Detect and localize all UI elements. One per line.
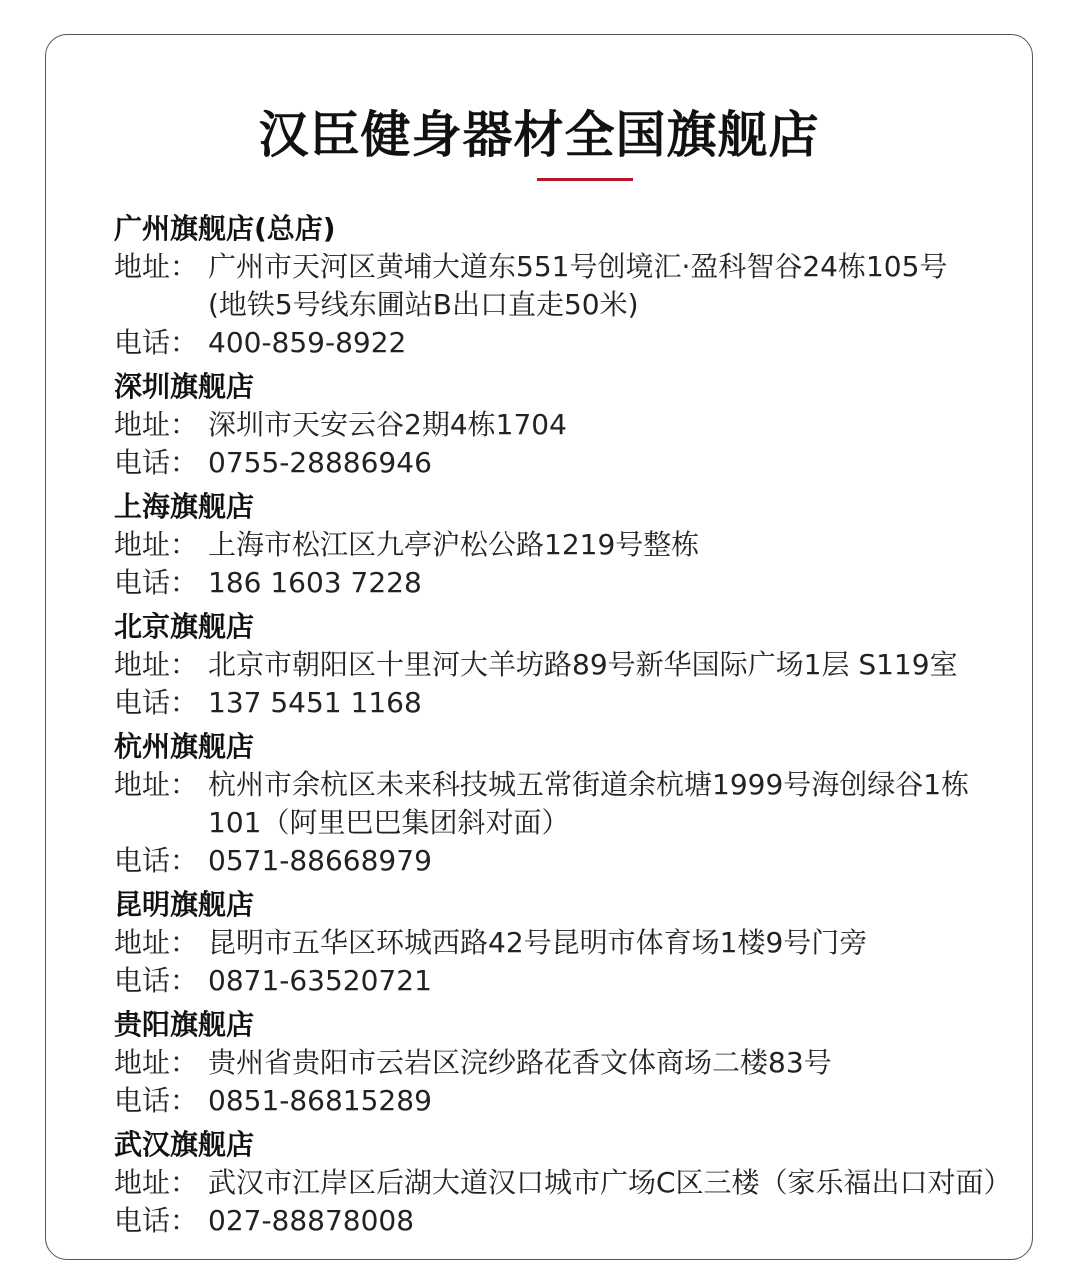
address-label: 地址： <box>114 408 199 441</box>
address-row <box>114 1044 1074 1082</box>
phone-value: 400-859-8922 <box>208 326 407 359</box>
store-entry-kunming <box>114 886 1074 1000</box>
store-name: 昆明旗舰店 <box>114 888 255 921</box>
phone-label: 电话： <box>114 844 199 877</box>
store-list <box>114 210 1074 1240</box>
phone-row <box>114 564 1074 602</box>
phone-label: 电话： <box>114 686 199 719</box>
phone-row <box>114 684 1074 722</box>
address-value: 贵州省贵阳市云岩区浣纱路花香文体商场二楼83号 <box>208 1046 832 1079</box>
address-label: 地址： <box>114 1046 199 1079</box>
store-entry-guiyang <box>114 1006 1074 1120</box>
address-label: 地址： <box>114 768 199 801</box>
store-entry-beijing <box>114 608 1074 722</box>
address-label: 地址： <box>114 250 199 283</box>
phone-label: 电话： <box>114 326 199 359</box>
page-title: 汉臣健身器材全国旗舰店 <box>258 106 820 164</box>
phone-label: 电话： <box>114 964 199 997</box>
store-name: 深圳旗舰店 <box>114 370 255 403</box>
phone-label: 电话： <box>114 1204 199 1237</box>
address-label: 地址： <box>114 926 199 959</box>
phone-label: 电话： <box>114 446 199 479</box>
address-label: 地址： <box>114 648 199 681</box>
phone-value: 0871-63520721 <box>208 964 432 997</box>
store-entry-wuhan <box>114 1126 1074 1240</box>
phone-value: 0851-86815289 <box>208 1084 432 1117</box>
address-row <box>114 406 1074 444</box>
address-row <box>114 646 1074 684</box>
address-row <box>114 248 1074 324</box>
address-value: 杭州市余杭区未来科技城五常街道余杭塘1999号海创绿谷1栋 101（阿里巴巴集团斜对面） <box>208 768 970 839</box>
address-row <box>114 1164 1074 1202</box>
phone-value: 186 1603 7228 <box>208 566 422 599</box>
address-row <box>114 924 1074 962</box>
address-value: 北京市朝阳区十里河大羊坊路89号新华国际广场1层 S119室 <box>208 648 958 681</box>
address-value: 武汉市江岸区后湖大道汉口城市广场C区三楼（家乐福出口对面） <box>208 1166 1012 1199</box>
store-list-card <box>45 34 1033 1260</box>
phone-value: 137 5451 1168 <box>208 686 422 719</box>
store-name: 贵阳旗舰店 <box>114 1008 255 1041</box>
store-name: 武汉旗舰店 <box>114 1128 255 1161</box>
store-name: 广州旗舰店(总店) <box>114 212 336 245</box>
address-row <box>114 526 1074 564</box>
address-label: 地址： <box>114 528 199 561</box>
address-value: 上海市松江区九亭沪松公路1219号整栋 <box>208 528 700 561</box>
store-name: 上海旗舰店 <box>114 490 255 523</box>
address-value: 广州市天河区黄埔大道东551号创境汇·盈科智谷24栋105号 (地铁5号线东圃站B出口直走50米) <box>208 250 948 321</box>
store-entry-guangzhou <box>114 210 1074 362</box>
phone-row <box>114 324 1074 362</box>
title-underline <box>537 178 633 181</box>
phone-row <box>114 1082 1074 1120</box>
phone-value: 0571-88668979 <box>208 844 432 877</box>
phone-label: 电话： <box>114 566 199 599</box>
address-value: 深圳市天安云谷2期4栋1704 <box>208 408 567 441</box>
address-label: 地址： <box>114 1166 199 1199</box>
address-value: 昆明市五华区环城西路42号昆明市体育场1楼9号门旁 <box>208 926 868 959</box>
store-entry-hangzhou <box>114 728 1074 880</box>
store-name: 北京旗舰店 <box>114 610 255 643</box>
phone-label: 电话： <box>114 1084 199 1117</box>
phone-row <box>114 1202 1074 1240</box>
phone-row <box>114 842 1074 880</box>
phone-value: 027-88878008 <box>208 1204 415 1237</box>
store-name: 杭州旗舰店 <box>114 730 255 763</box>
store-entry-shenzhen <box>114 368 1074 482</box>
phone-row <box>114 962 1074 1000</box>
phone-row <box>114 444 1074 482</box>
store-entry-shanghai <box>114 488 1074 602</box>
phone-value: 0755-28886946 <box>208 446 432 479</box>
address-row <box>114 766 1074 842</box>
